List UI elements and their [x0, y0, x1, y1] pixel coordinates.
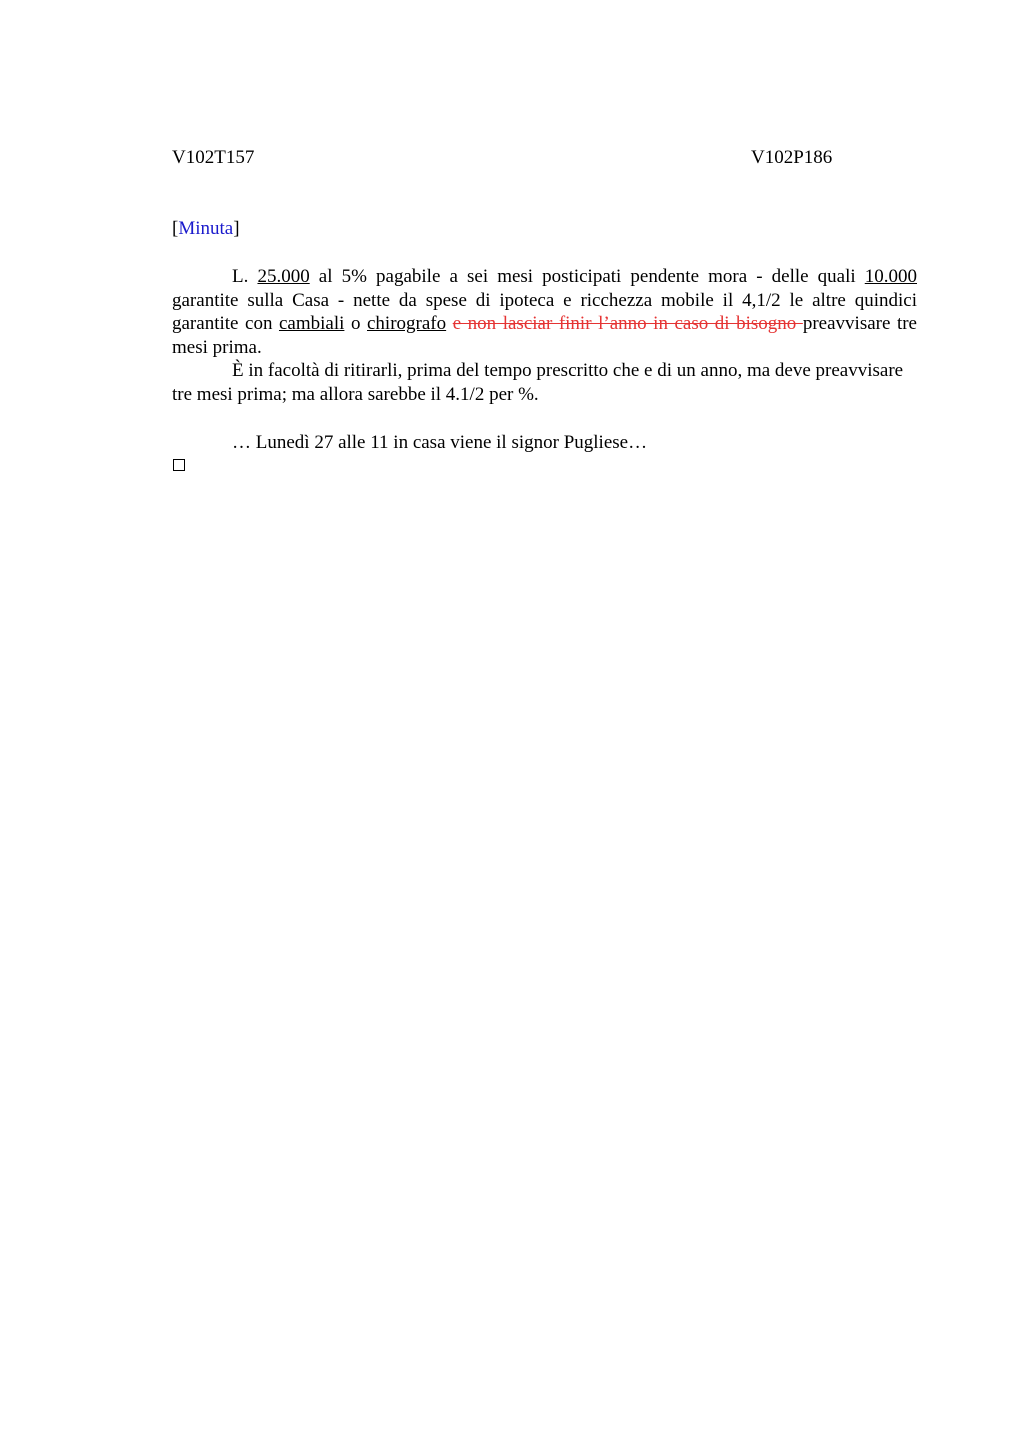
- text-segment: garantite sulla Casa - nette da spese di ipoteca e ricchezza mobile il 4,1/2 le altre quindici garantite con: [172, 289, 917, 334]
- paragraph-loan-terms: [172, 265, 917, 359]
- amount-underlined: 25.000: [257, 266, 310, 287]
- label-minuta: Minuta: [178, 218, 234, 239]
- text-segment: preavvisare tre mesi prima.: [172, 313, 917, 358]
- label-bracket-close: ]: [233, 218, 240, 239]
- label-bracket-open: [: [172, 218, 179, 239]
- text-segment: al 5% pagabile a sei mesi posticipati pendente mora - delle quali: [309, 266, 865, 287]
- document-label: [172, 218, 240, 240]
- text-segment: o: [344, 313, 367, 334]
- underlined-word: cambiali: [278, 313, 345, 334]
- document-code-right: V102P186: [751, 147, 833, 168]
- document-code-left: V102T157: [172, 147, 255, 168]
- amount-underlined: 10.000: [864, 266, 917, 287]
- document-body: [172, 265, 917, 406]
- underlined-word: chirografo: [367, 313, 447, 334]
- text-segment: L.: [232, 266, 258, 287]
- paragraph-withdrawal: È in facoltà di ritirarli, prima del tempo prescritto che e di un anno, ma deve preavvisare tre mesi prima; ma allora sarebbe il 4.1/2 per %.: [172, 360, 904, 405]
- deleted-text: e non lasciar finir l’anno in caso di bisogno: [452, 313, 803, 334]
- end-mark-box-icon: [173, 459, 185, 471]
- footer-note: … Lunedì 27 alle 11 in casa viene il signor Pugliese…: [232, 432, 648, 453]
